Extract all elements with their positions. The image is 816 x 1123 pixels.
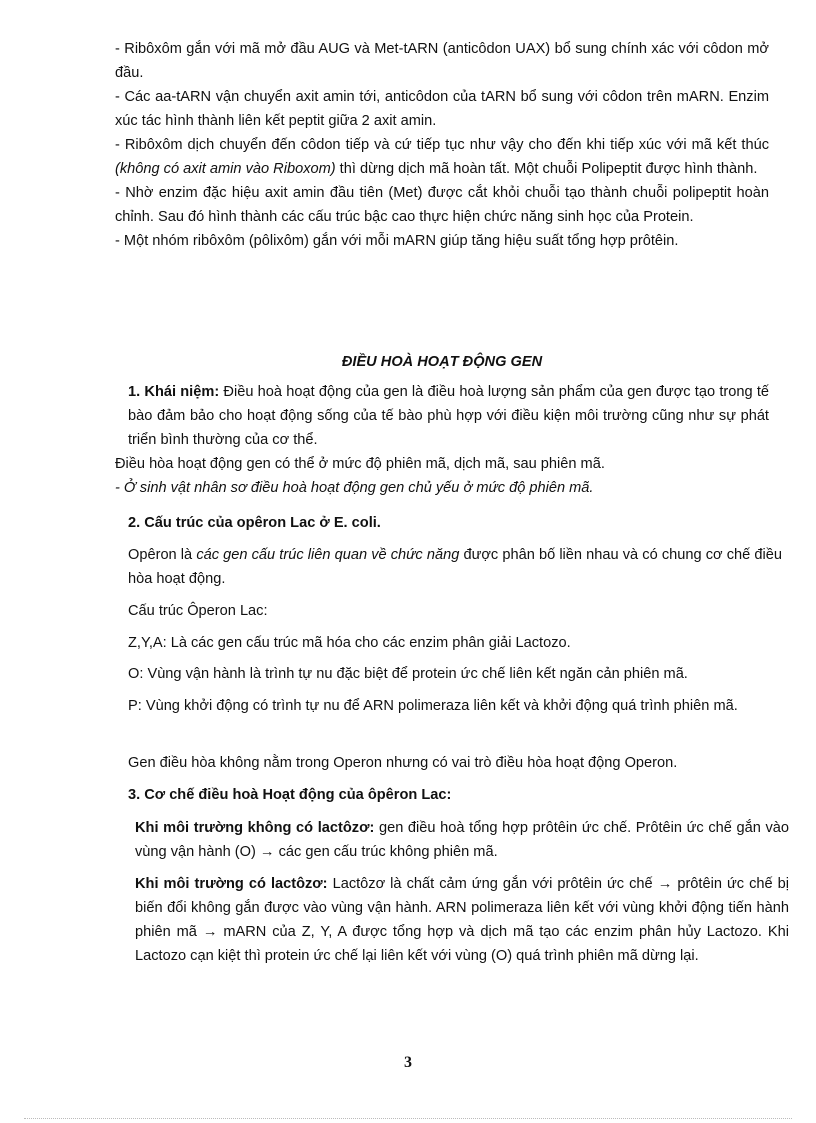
s2-p1-italic: các gen cấu trúc liên quan về chức năng: [196, 547, 460, 563]
intro-paragraph-5: - Một nhóm ribôxôm (pôlixôm) gắn với mỗi mARN giúp tăng hiệu suất tổng hợp prôtêin.: [115, 233, 679, 249]
s1-title: 1. Khái niệm:: [128, 384, 220, 400]
intro-paragraph-4: - Nhờ enzim đặc hiệu axit amin đầu tiên (Met) được cắt khỏi chuỗi tạo thành chuỗi polipeptit hoàn chỉnh. Sau đó hình thành các cấu trúc bậc cao thực hiện chức năng sinh học của Protein.: [115, 185, 769, 225]
section-heading: ĐIỀU HOÀ HOẠT ĐỘNG GEN: [341, 354, 543, 370]
s3-b-text: Lactôzơ là chất cảm ứng gắn với prôtêin ức chế → prôtêin ức chế bị biến đổi không gắn được vào vùng vận hành. ARN polimeraza liên kết với vùng khởi động tiến hành phiên mã → mARN của Z, Y, A được tổng hợp và dịch mã tạo các enzim phân hủy Lactozo. Khi Lactozo cạn kiệt thì protein ức chế lại liên kết với vùng (O) quá trình phiên mã dừng lại.: [135, 876, 790, 964]
page-number: 3: [404, 1054, 412, 1071]
intro-p3-text-b: thì dừng dịch mã hoàn tất. Một chuỗi Polipeptit được hình thành.: [335, 161, 758, 177]
intro-p3-text-a: - Ribôxôm dịch chuyển đến côdon tiếp và cứ tiếp tục như vậy cho đến khi tiếp xúc với mã kết thúc: [115, 137, 769, 153]
s3-title: 3. Cơ chế điều hoà Hoạt động của ôpêron Lac:: [128, 787, 452, 803]
s1-line-3: - Ở sinh vật nhân sơ điều hoà hoạt động gen chủ yếu ở mức độ phiên mã.: [115, 480, 594, 496]
s2-paragraph-6: Gen điều hòa không nằm trong Operon nhưng có vai trò điều hòa hoạt động Operon.: [128, 755, 678, 771]
s3-paragraph-a: [115, 816, 789, 864]
intro-paragraph-3: [115, 133, 769, 181]
intro-p3-italic: (không có axit amin vào Riboxom): [115, 161, 336, 177]
s2-paragraph-3: Z,Y,A: Là các gen cấu trúc mã hóa cho các enzim phân giải Lactozo.: [128, 635, 571, 651]
s1-line-2: Điều hòa hoạt động gen có thể ở mức độ phiên mã, dịch mã, sau phiên mã.: [115, 456, 605, 472]
s2-paragraph-4: O: Vùng vận hành là trình tự nu đặc biệt để protein ức chế liên kết ngăn cản phiên mã.: [128, 666, 688, 682]
page-bottom-divider: [24, 1118, 792, 1119]
s2-title: 2. Cấu trúc của opêron Lac ở E. coli.: [128, 515, 381, 531]
s1-paragraph: [115, 380, 769, 452]
intro-section: [115, 37, 769, 253]
section-1: [115, 380, 769, 500]
s2-paragraph-2: Cấu trúc Ôperon Lac:: [128, 603, 268, 619]
s3-a-text: gen điều hoà tổng hợp prôtêin ức chế. Prôtêin ức chế gắn vào vùng vận hành (O) → các gen cấu trúc không phiên mã.: [135, 820, 790, 860]
s2-paragraph-1: [115, 543, 782, 591]
s3-paragraph-b: [115, 872, 789, 968]
s1-text: Điều hoà hoạt động của gen là điều hoà lượng sản phẩm của gen được tạo trong tế bào đảm bảo cho hoạt động sống của tế bào phù hợp với điều kiện môi trường cũng như sự phát triển bình thường của cơ thể.: [128, 384, 769, 448]
s3-a-title: Khi môi trường không có lactôzơ:: [135, 820, 375, 836]
intro-paragraph-1: - Ribôxôm gắn với mã mở đầu AUG và Met-tARN (anticôdon UAX) bổ sung chính xác với côdon mở đầu.: [115, 41, 769, 81]
intro-paragraph-2: - Các aa-tARN vận chuyển axit amin tới, anticôdon của tARN bổ sung với côdon trên mARN. Enzim xúc tác hình thành liên kết peptit giữa 2 axit amin.: [115, 89, 769, 129]
s2-paragraph-5: P: Vùng khởi động có trình tự nu để ARN polimeraza liên kết và khởi động quá trình phiên mã.: [128, 698, 738, 714]
s3-b-title: Khi môi trường có lactôzơ:: [135, 876, 328, 892]
s2-p1-text-a: Opêron là: [128, 547, 197, 563]
s2-p1-text-b: được phân bố liền nhau và có chung cơ chế điều hòa hoạt động.: [128, 547, 783, 587]
